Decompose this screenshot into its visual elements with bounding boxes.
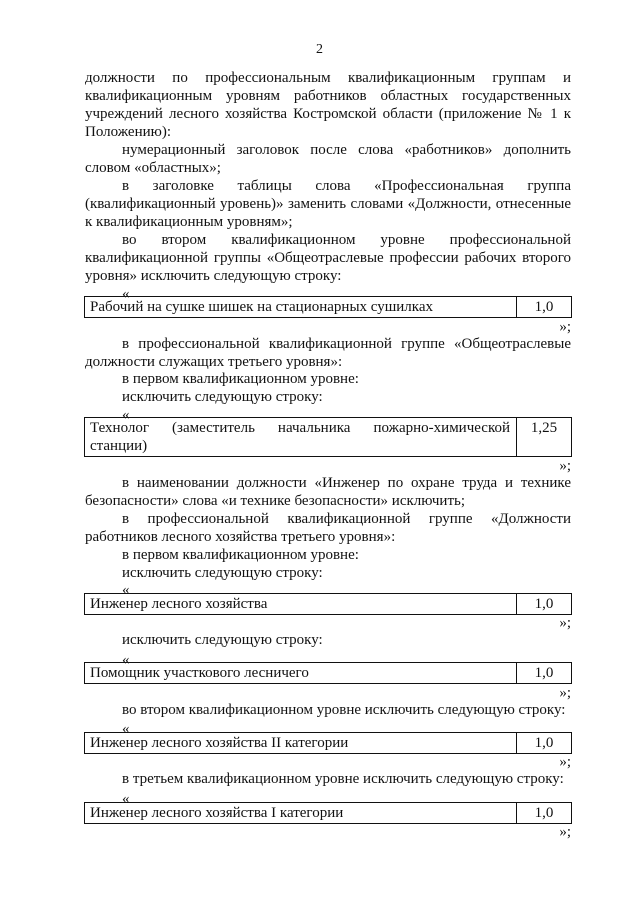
paragraph-3-line-1: в заголовке таблицы слова «Профессиональная группа xyxy=(122,178,571,194)
exclude-row-label-2: исключить следующую строку: xyxy=(122,565,323,581)
paragraph-1-line-3: учреждений лесного хозяйства Костромской области (приложение № 1 к xyxy=(85,106,571,122)
exclude-row-label-3: исключить следующую строку: xyxy=(122,632,323,648)
paragraph-5-line-1: в профессиональной квалификационной группе «Общеотраслевые xyxy=(122,336,571,352)
position-name: Инженер лесного хозяйства I категории xyxy=(85,803,517,824)
paragraph-7-line-1: в профессиональной квалификационной группе «Должности xyxy=(122,511,571,527)
paragraph-1-line-2: квалификационным уровням работников областных государственных xyxy=(85,88,571,104)
quote-open-3: « xyxy=(122,582,130,598)
quote-close-4: »; xyxy=(559,685,571,701)
third-level-label: в третьем квалификационном уровне исключить следующую строку: xyxy=(122,771,564,787)
table-row-6 xyxy=(84,802,572,824)
page-number: 2 xyxy=(316,42,323,57)
table-row-5 xyxy=(84,732,572,754)
coefficient-value: 1,0 xyxy=(517,297,572,318)
table-row-2 xyxy=(84,417,572,457)
position-name: Инженер лесного хозяйства II категории xyxy=(85,733,517,754)
coefficient-value: 1,0 xyxy=(517,803,572,824)
first-level-label: в первом квалификационном уровне: xyxy=(122,371,359,387)
quote-open-2: « xyxy=(122,407,130,423)
paragraph-4-line-2: квалификационной группы «Общеотраслевые профессии рабочих второго xyxy=(85,250,571,266)
paragraph-5-line-2: должности служащих третьего уровня»: xyxy=(85,354,343,370)
coefficient-value: 1,0 xyxy=(517,733,572,754)
quote-open-6: « xyxy=(122,791,130,807)
table-row-4 xyxy=(84,662,572,684)
paragraph-4-line-3: уровня» исключить следующую строку: xyxy=(85,268,342,284)
quote-open-5: « xyxy=(122,721,130,737)
position-name-line-2: станции) xyxy=(90,438,148,454)
paragraph-1-line-1: должности по профессиональным квалификационным группам и xyxy=(85,70,571,86)
paragraph-1-line-4: Положению): xyxy=(85,124,171,140)
paragraph-6-line-1: в наименовании должности «Инженер по охране труда и технике xyxy=(122,475,571,491)
position-name: Помощник участкового лесничего xyxy=(85,663,517,684)
coefficient-value: 1,0 xyxy=(517,663,572,684)
paragraph-6-line-2: безопасности» слова «и технике безопасности» исключить; xyxy=(85,493,466,509)
paragraph-4-line-1: во втором квалификационном уровне профессиональной xyxy=(122,232,571,248)
paragraph-2-line-1: нумерационный заголовок после слова «работников» дополнить xyxy=(122,142,571,158)
first-level-label-2: в первом квалификационном уровне: xyxy=(122,547,359,563)
quote-close-6: »; xyxy=(559,824,571,840)
position-name: Рабочий на сушке шишек на стационарных сушилках xyxy=(85,297,517,318)
quote-close-2: »; xyxy=(559,458,571,474)
table-row-3 xyxy=(84,593,572,615)
table-row-1 xyxy=(84,296,572,318)
quote-close-3: »; xyxy=(559,615,571,631)
position-name-line-1: Технолог (заместитель начальника пожарно-химической xyxy=(90,420,510,436)
position-name: Инженер лесного хозяйства xyxy=(85,594,517,615)
paragraph-3-line-3: к квалификационным уровням»; xyxy=(85,214,293,230)
paragraph-2-line-2: словом «областных»; xyxy=(85,160,221,176)
exclude-row-label: исключить следующую строку: xyxy=(122,389,323,405)
position-name xyxy=(85,418,517,457)
coefficient-value: 1,0 xyxy=(517,594,572,615)
paragraph-3-line-2: (квалификационный уровень)» заменить словами «Должности, отнесенные xyxy=(85,196,571,212)
paragraph-7-line-2: работников лесного хозяйства третьего уровня»: xyxy=(85,529,396,545)
quote-close-1: »; xyxy=(559,319,571,335)
quote-close-5: »; xyxy=(559,754,571,770)
quote-open-4: « xyxy=(122,652,130,668)
quote-open-1: « xyxy=(122,286,130,302)
second-level-label: во втором квалификационном уровне исключить следующую строку: xyxy=(122,702,566,718)
coefficient-value: 1,25 xyxy=(517,418,572,457)
